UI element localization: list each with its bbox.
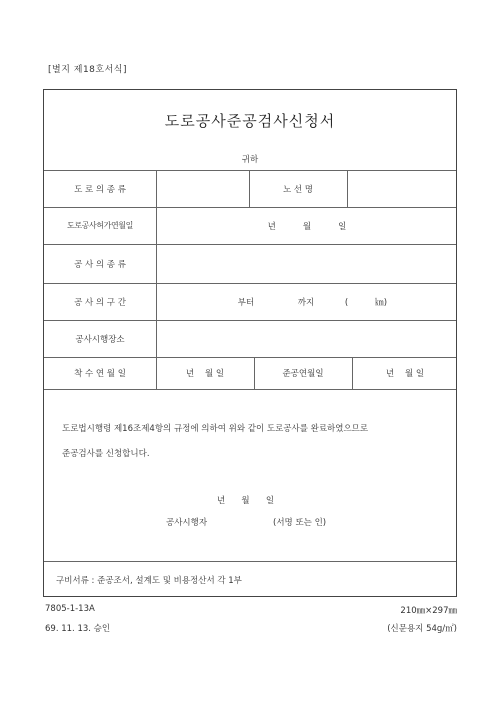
route-name-field[interactable] <box>347 170 458 207</box>
declaration-line-1: 도로법시행령 제16조제4항의 규정에 의하여 위와 같이 도로공사를 완료하였으므로 <box>62 424 369 434</box>
recipient-label: 귀하 <box>241 155 259 165</box>
completion-date-field[interactable]: 년 월 일 <box>385 369 425 379</box>
completion-date-label: 준공연월일 <box>282 369 324 379</box>
form-number-label: [별지 제18호서식] <box>48 65 127 75</box>
attachments-note: 구비서류 : 준공조서, 설계도 및 비용정산서 각 1부 <box>56 576 242 586</box>
road-type-field[interactable] <box>156 170 249 207</box>
applicant-label: 공사시행자 <box>166 518 208 528</box>
table-bottom-border <box>44 389 456 390</box>
section-km-label: ( ㎞) <box>344 297 388 308</box>
form-code: 7805-1-13A <box>45 604 95 614</box>
work-section-field[interactable] <box>156 283 458 320</box>
start-date-label: 착 수 연 월 일 <box>74 369 126 379</box>
work-type-field[interactable] <box>156 244 458 283</box>
declaration-line-2: 준공검사를 신청합니다. <box>62 449 150 459</box>
approval-date: 69. 11. 13. 승인 <box>45 624 111 634</box>
work-type-label: 공 사 의 종 류 <box>74 259 126 270</box>
route-name-label: 노 선 명 <box>282 184 314 195</box>
attachments-divider <box>44 561 456 562</box>
road-type-label: 도 로 의 종 류 <box>74 184 126 195</box>
permit-date-field[interactable]: 년 월 일 <box>267 221 347 232</box>
application-form <box>43 89 457 597</box>
paper-size: 210㎜×297㎜ <box>400 606 457 616</box>
work-section-label: 공 사 의 구 간 <box>74 297 126 308</box>
work-place-label: 공사시행장소 <box>75 334 125 345</box>
permit-date-label: 도로공사허가연월일 <box>67 221 133 230</box>
work-place-field[interactable] <box>156 320 458 357</box>
signature-field[interactable]: (서명 또는 인) <box>273 518 327 528</box>
start-date-field[interactable]: 년 월 일 <box>185 369 225 379</box>
form-title: 도로공사준공검사신청서 <box>164 112 336 130</box>
paper-spec: (신문용지 54g/㎡) <box>387 624 457 634</box>
section-to-label: 까지 <box>297 297 315 308</box>
section-from-label: 부터 <box>237 297 255 308</box>
application-date[interactable]: 년 월 일 <box>217 496 275 506</box>
